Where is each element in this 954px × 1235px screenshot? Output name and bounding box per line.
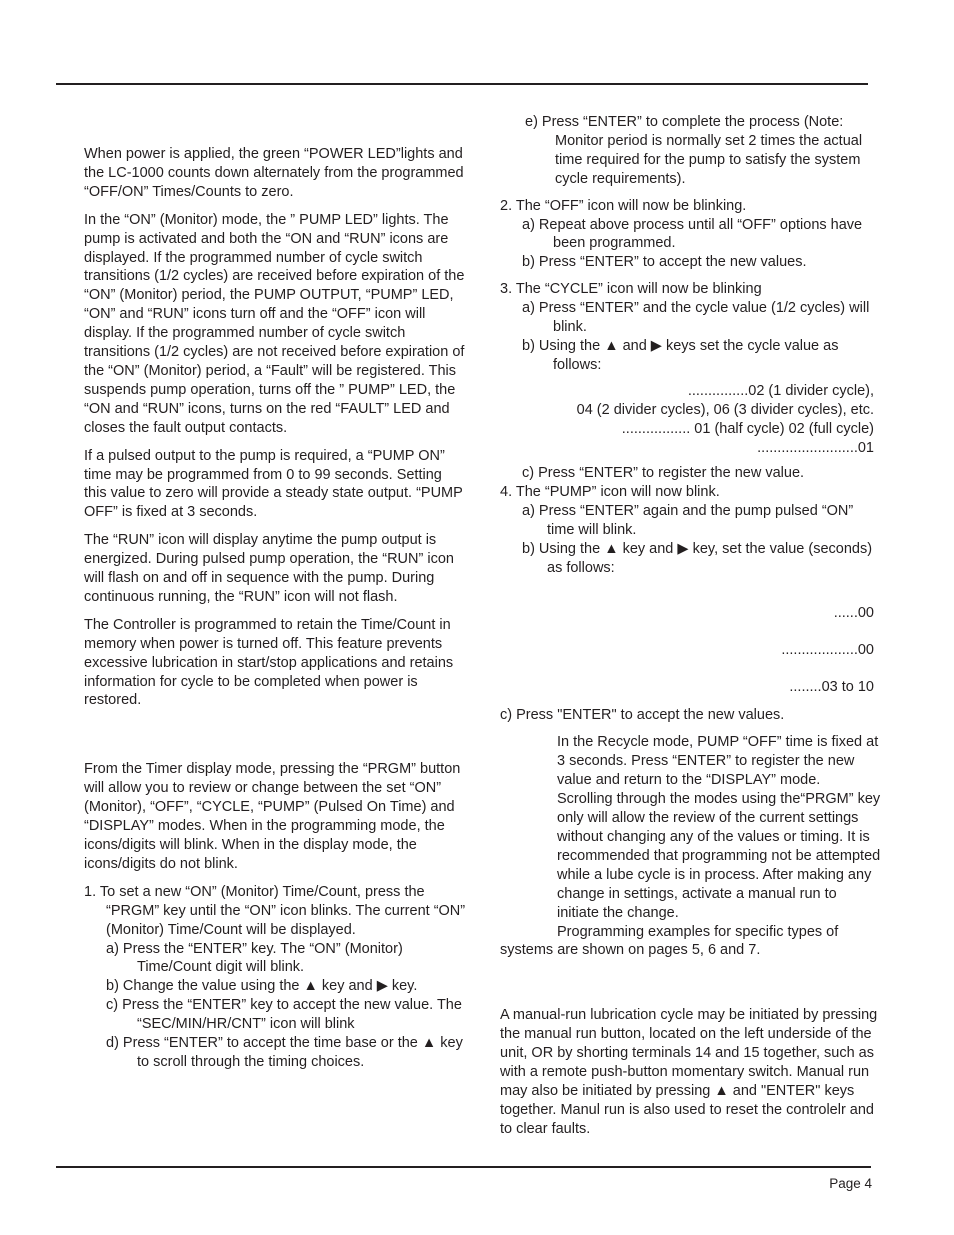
step-2: 2. The “OFF” icon will now be blinking. bbox=[500, 197, 747, 214]
cycle-value-line-2: 04 (2 divider cycles), 06 (3 divider cycles), etc. bbox=[576, 401, 874, 418]
run-icon-paragraph: The “RUN” icon will display anytime the pump output is energized. During pulsed pump operation, the “RUN” icon will flash on and off in sequence with the pump. During continuous running, the “RUN” icon will not flash. bbox=[84, 532, 454, 605]
manual-run-paragraph: A manual-run lubrication cycle may be initiated by pressing the manual run button, located on the left underside of the unit, OR by shorting terminals 14 and 15 together, such as with a remote push-button momentary switch. Manual run may also be initiated by pressing ▲ and "ENTER" keys together. Manul run is also used to reset the controlelr and to clear faults. bbox=[500, 1007, 878, 1137]
cycle-value-line-4: .........................01 bbox=[757, 439, 874, 456]
step-1: 1. To set a new “ON” (Monitor) Time/Count, press the “PRGM” key until the “ON” icon blinks. The current “ON” (Monitor) Time/Count will be displayed. bbox=[84, 883, 466, 938]
memory-paragraph: The Controller is programmed to retain the Time/Count in memory when power is turned off. This feature prevents excessive lubrication in start/stop applications and retains information for cycle to be completed when power is restored. bbox=[84, 616, 454, 709]
step-3: 3. The “CYCLE” icon will now be blinking bbox=[500, 281, 762, 298]
step-3b: b) Using the ▲ and ▶ keys set the cycle value as follows: bbox=[522, 337, 839, 373]
right-column bbox=[500, 113, 882, 1139]
pulsed-output-paragraph: If a pulsed output to the pump is required, a “PUMP ON” time may be programmed from 0 to 99 seconds. Setting this value to zero will provide a steady state output. “PUMP OFF” is fixed at 3 seconds. bbox=[84, 447, 463, 521]
monitor-mode-paragraph: In the “ON” (Monitor) mode, the ” PUMP LED” lights. The pump is activated and both the “ON and “RUN” icons are displayed. If the programmed number of cycle switch transitions (1/2 cycles) are received before expiration of the “ON” (Monitor) period, the PUMP OUTPUT, “PUMP” LED, “ON” and “RUN” icons turn off and the “OFF” icon will display. If the programmed number of cycle switch transitions (1/2 cycles) are not received before expiration of the “ON” (Monitor) period, a “Fault” will be registered. This suspends pump operation, turns off the ” PUMP” LED, the “ON and “RUN” icons, turns on the red “FAULT” LED and closes the fault output contacts. bbox=[84, 211, 465, 436]
left-column bbox=[84, 145, 466, 1072]
pump-value-line-3: ........03 to 10 bbox=[789, 678, 874, 695]
bottom-rule bbox=[56, 1166, 871, 1168]
step-4a: a) Press “ENTER” again and the pump pulsed “ON” time will blink. bbox=[522, 503, 854, 539]
step-3c: c) Press “ENTER” to register the new value. bbox=[522, 465, 805, 482]
step-1d: d) Press “ENTER” to accept the time base or the ▲ key to scroll through the timing choices. bbox=[106, 1035, 463, 1070]
step-3a: a) Press “ENTER” and the cycle value (1/2 cycles) will blink. bbox=[522, 300, 870, 336]
step-2a: a) Repeat above process until all “OFF” options have been programmed. bbox=[522, 216, 863, 252]
step-4c: c) Press "ENTER" to accept the new values. bbox=[500, 706, 785, 723]
step-4: 4. The “PUMP” icon will now blink. bbox=[500, 484, 720, 501]
step-4b: b) Using the ▲ key and ▶ key, set the value (seconds) as follows: bbox=[522, 541, 873, 576]
cycle-value-line-3: ................. 01 (half cycle) 02 (full cycle) bbox=[621, 420, 874, 437]
cycle-value-line-1: ...............02 (1 divider cycle), bbox=[687, 382, 874, 399]
pump-value-line-1: ......00 bbox=[833, 604, 874, 621]
step-1b: b) Change the value using the ▲ key and ▶ key. bbox=[106, 978, 418, 995]
step-1c: c) Press the “ENTER” key to accept the new value. The “SEC/MIN/HR/CNT” icon will blink bbox=[106, 997, 462, 1033]
step-1e: e) Press “ENTER” to complete the process (Note: Monitor period is normally set 2 times the actual time required for the pump to satisfy the system cycle requirements). bbox=[525, 114, 863, 187]
examples-note-end: systems are shown on pages 5, 6 and 7. bbox=[500, 942, 761, 959]
recycle-note: In the Recycle mode, PUMP “OFF” time is fixed at 3 seconds. Press “ENTER” to register the new value and return to the “DISPLAY” mode. bbox=[557, 734, 879, 789]
step-1a: a) Press the “ENTER” key. The “ON” (Monitor) Time/Count digit will blink. bbox=[106, 940, 403, 976]
power-up-paragraph: When power is applied, the green “POWER LED”lights and the LC-1000 counts down alternately from the programmed “OFF/ON” Times/Counts to zero. bbox=[84, 146, 464, 200]
top-rule bbox=[56, 83, 868, 85]
examples-note-start: Programming examples for specific types of bbox=[557, 923, 839, 940]
page-number: Page 4 bbox=[829, 1176, 872, 1191]
programming-intro-paragraph: From the Timer display mode, pressing the “PRGM” button will allow you to review or change between the set “ON” (Monitor), “OFF”, “CYCLE, “PUMP” (Pulsed On Time) and “DISPLAY” modes. When in the programming mode, the icons/digits will blink. When in the display mode, the icons/digits do not blink. bbox=[84, 761, 461, 872]
scrolling-note: Scrolling through the modes using the“PRGM” key only will allow the review of the current settings without changing any of the values or timing. It is recommended that programming not be attempted while a lube cycle is in process. After making any change in settings, activate a manual run to initiate the change. bbox=[557, 791, 881, 921]
step-2b: b) Press “ENTER” to accept the new values. bbox=[522, 254, 807, 271]
pump-value-line-2: ...................00 bbox=[781, 641, 874, 658]
